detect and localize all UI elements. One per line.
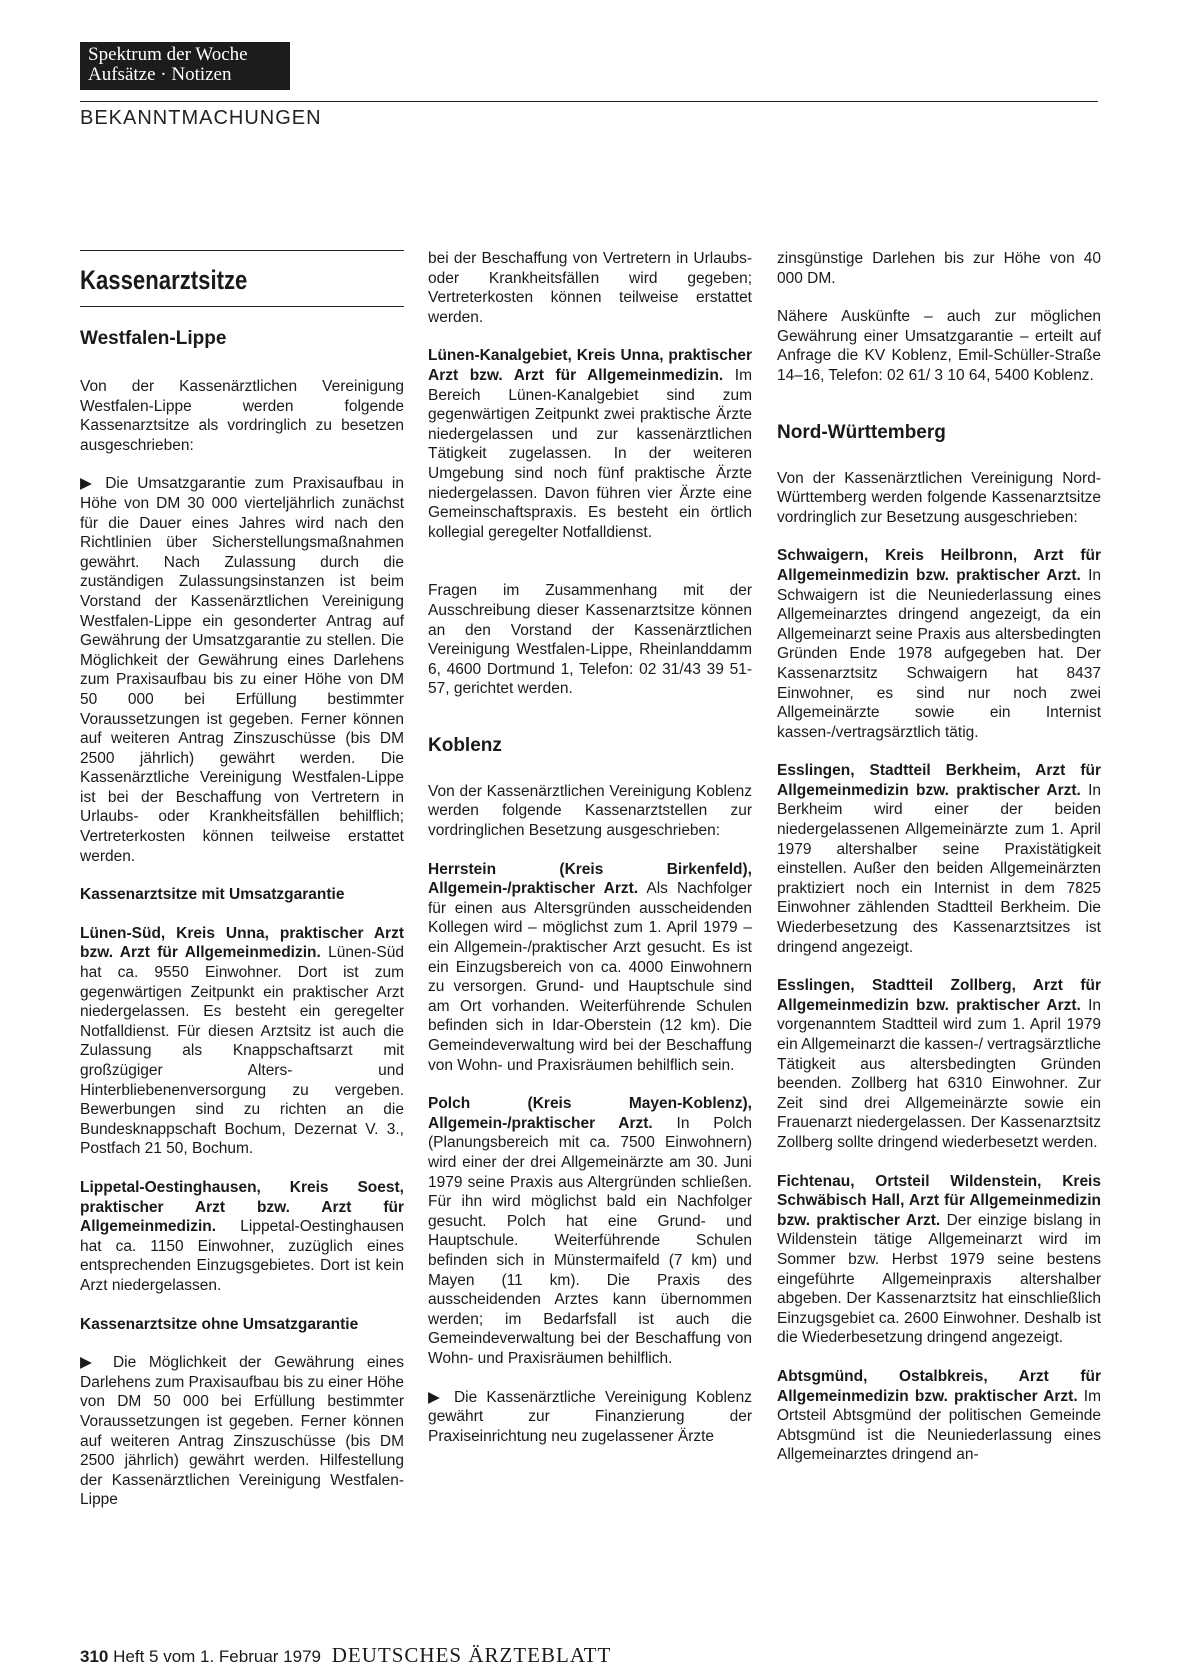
entry-body: Im Ortsteil Abtsgmünd der politischen Gemeinde Abtsgmünd ist die Neuniederlassung eines Allgemeinarztes dringend an- — [777, 1387, 1101, 1464]
entry-body: In Schwaigern ist die Neuniederlassung eines Allgemeinarztes dringend angezeigt, da ein Allgemeinarzt seine Praxis aus altersbedingten Gründen Ende 1978 aufgegeben hat. Der Kassenarztsitz Schwaigern hat 8437 Einwohner, es sind nur noch zwei Allgemeinärzte sowie ein Internist kassen-/vertragsärztlich tätig. — [777, 566, 1101, 741]
entry-heading: Polch (Kreis Mayen-Koblenz), Allgemein-/praktischer Arzt. — [428, 1095, 752, 1132]
rubric-line-1: Spektrum der Woche — [88, 44, 248, 65]
entry-heading: Herrstein (Kreis Birkenfeld), Allgemein-/praktischer Arzt. — [428, 860, 752, 898]
header-rule — [80, 101, 1098, 102]
title-rule-bottom — [80, 306, 404, 307]
ohne-paragraph: ▶ Die Möglichkeit der Gewährung eines Darlehens zum Praxisaufbau bis zu einer Höhe von DM 50 000 bei Erfüllung bestimmter Voraussetzungen ist gegeben. Ferner können auf weiteren Antrag Zinszuschüsse (bis DM 2500 jährlich) gewährt werden. Hilfestellung der Kassenärztlichen Vereinigung Westfalen-Lippe — [80, 1354, 404, 1509]
entry-heading: Esslingen, Stadtteil Zollberg, Arzt für Allgemeinmedizin bzw. praktischer Arzt. — [777, 977, 1101, 1014]
auskunft-paragraph: Nähere Auskünfte – auch zur möglichen Gewährung einer Umsatzgarantie – erteilt auf Anfrage die KV Koblenz, Emil-Schüller-Straße 14–16, Telefon: 02 61/ 3 10 64, 5400 Koblenz. — [777, 308, 1101, 384]
entry-fichtenau — [777, 1172, 1101, 1348]
section-label: BEKANNTMACHUNGEN — [80, 107, 322, 129]
column-1 — [80, 250, 404, 1510]
entry-body: Lünen-Süd hat ca. 9550 Einwohner. Dort ist zum gegenwärtigen Zeitpunkt ein praktischer Arzt niedergelassen. Es besteht ein geregelter Notfalldienst. Für diesen Arztsitz ist auch die Zulassung als Knappschaftsarzt mit großzügiger Alters- und Hinterbliebenenversorgung zu vergeben. Bewerbungen sind zu richten an die Bundesknappschaft Bochum, Dezernat V. 3., Postfach 21 50, Bochum. — [80, 944, 404, 1158]
entry-body: In vorgenanntem Stadtteil wird zum 1. April 1979 ein Allgemeinarzt die kassen-/ vertragsärztliche Tätigkeit aus altersbedingten Gründen beenden. Zollberg hat 6310 Einwohner. Zur Zeit sind drei Allgemeinärzte sowie ein Frauenarzt niedergelassen. Der Kassenarztsitz Zollberg sollte dringend wiederbesetzt werden. — [777, 996, 1101, 1151]
region-heading-koblenz: Koblenz — [428, 734, 502, 756]
column-2 — [428, 249, 752, 1446]
entry-heading: Lippetal-Oestinghausen, Kreis Soest, praktischer Arzt bzw. Arzt für Allgemeinmedizin. — [80, 1178, 404, 1236]
column-3 — [777, 249, 1101, 1465]
page-footer — [80, 1643, 611, 1668]
entry-body: Als Nachfolger für einen aus Altersgründen ausscheidenden Kollegen wird – möglichst zum 1. April 1979 – ein Allgemein-/praktischer Arzt gesucht. Es ist ein Einzugsbereich von ca. 4000 Einwohnern zu versorgen. Grund- und Hauptschule sind am Ort vorhanden. Weiterführende Schulen befinden sich in Idar-Oberstein (12 km). Die Gemeindeverwaltung wird bei der Beschaffung von Wohn- und Praxisräumen behilflich sein. — [428, 880, 753, 1074]
region-heading-nord-wuerttemberg: Nord-Württemberg — [777, 421, 946, 443]
entry-heading: Schwaigern, Kreis Heilbronn, Arzt für Allgemeinmedizin bzw. praktischer Arzt. — [777, 547, 1101, 584]
rubric-line-2: Aufsätze · Notizen — [88, 64, 232, 85]
intro-westfalen: Von der Kassenärztlichen Vereinigung Westfalen-Lippe werden folgende Kassenarztsitze als vordringlich zu besetzen ausgeschrieben: — [80, 378, 404, 454]
entry-luenen-kanal — [428, 346, 752, 542]
title-rule-top — [80, 250, 404, 251]
continuation-text: bei der Beschaffung von Vertretern in Urlaubs- oder Krankheitsfällen wird gegeben; Vertreterkosten können teilweise erstattet werden. — [428, 250, 752, 326]
region-heading-westfalen: Westfalen-Lippe — [80, 328, 227, 349]
continuation-text: zinsgünstige Darlehen bis zur Höhe von 40 000 DM. — [777, 250, 1101, 287]
entry-body: Lippetal-Oestinghausen hat ca. 1150 Einwohner, zuzüglich eines entsprechenden Einzugsgebietes. Dort ist kein Arzt niedergelassen. — [80, 1218, 404, 1294]
entry-heading: Lünen-Süd, Kreis Unna, praktischer Arzt bzw. Arzt für Allgemeinmedizin. — [80, 924, 404, 962]
entry-heading: Fichtenau, Ortsteil Wildenstein, Kreis Schwäbisch Hall, Arzt für Allgemeinmedizin bzw. praktischer Arzt. — [777, 1172, 1101, 1229]
entry-heading: Abtsgmünd, Ostalbkreis, Arzt für Allgemeinmedizin bzw. praktischer Arzt. — [777, 1367, 1101, 1405]
entry-esslingen-zollberg — [777, 976, 1101, 1152]
entry-heading: Esslingen, Stadtteil Berkheim, Arzt für Allgemeinmedizin bzw. praktischer Arzt. — [777, 762, 1101, 799]
entry-heading: Lünen-Kanalgebiet, Kreis Unna, praktischer Arzt bzw. Arzt für Allgemeinmedizin. — [428, 347, 752, 384]
issue-info: Heft 5 vom 1. Februar 1979 — [113, 1647, 321, 1666]
entry-body: In Berkheim wird einer der beiden niedergelassenen Allgemeinärzte zum 1. April 1979 altershalber seine Praxistätigkeit einstellen. Außer den beiden Allgemeinärzten praktiziert noch ein Internist in dem 7825 Einwohner zählenden Stadtteil Berkheim. Die Wiederbesetzung des Kassenarztsitzes ist dringend angezeigt. — [777, 781, 1101, 956]
intro-nord-wuerttemberg: Von der Kassenärztlichen Vereinigung Nord-Württemberg werden folgende Kassenarztsitze vordringlich zur Besetzung ausgeschrieben: — [777, 469, 1101, 526]
entry-body: In Polch (Planungsbereich mit ca. 7500 Einwohnern) wird einer der drei Allgemeinärzte am 30. Juni 1979 seine Praxis aus Altergründen schließen. Für ihn wird möglichst bald ein Nachfolger gesucht. Polch hat eine Grund- und Hauptschule. Weiterführende Schulen befinden sich in Münstermaifeld (7 km) und Mayen (11 km). Die Praxis des ausscheidenden Arztes kann übernommen werden; im Bedarfsfall ist auch die Gemeindeverwaltung bei der Beschaffung von Wohn- und Praxisräumen behilflich. — [428, 1114, 752, 1367]
subheading-ohne-umsatzgarantie: Kassenarztsitze ohne Umsatzgarantie — [80, 1315, 359, 1333]
fragen-paragraph: Fragen im Zusammenhang mit der Ausschreibung dieser Kassenarztsitze können an den Vorstand der Kassenärztlichen Vereinigung Westfalen-Lippe, Rheinlanddamm 6, 4600 Dortmund 1, Telefon: 02 31/43 39 51-57, gerichtet werden. — [428, 582, 752, 698]
entry-polch — [428, 1094, 752, 1368]
rubric-box — [80, 42, 290, 90]
entry-body: Im Bereich Lünen-Kanalgebiet sind zum gegenwärtigen Zeitpunkt zwei praktische Ärzte niedergelassen und zur kassenärztlichen Tätigkeit zugelassen. In der weiteren Umgebung sind noch fünf praktische Ärzte niedergelassen. Davon führen vier Ärzte eine Gemeinschaftspraxis. Es besteht ein örtlich kollegial geregelter Notfalldienst. — [428, 366, 752, 541]
journal-name: DEUTSCHES ÄRZTEBLATT — [331, 1643, 612, 1667]
garantie-paragraph: ▶ Die Umsatzgarantie zum Praxisaufbau in Höhe von DM 30 000 vierteljährlich zunächst für die Dauer eines Jahres wird nach den Richtlinien über Sicherstellungsmaßnahmen gewährt. Nach Zulassung durch die zuständigen Zulassungsinstanzen ist beim Vorstand der Kassenärztlichen Vereinigung Westfalen-Lippe ein gesonderter Antrag auf Gewährung der Umsatzgarantie zu stellen. Die Möglichkeit der Gewährung eines Darlehens zum Praxisaufbau bis zu einer Höhe von DM 50 000 bei Erfüllung bestimmter Voraussetzungen ist gegeben. Ferner können auf weiteren Antrag Zinszuschüsse (bis DM 2500 jährlich) gewährt werden. Die Kassenärztliche Vereinigung Westfalen-Lippe ist bei der Beschaffung von Vertretern in Urlaubs- oder Krankheitsfällen behilflich; Vertreterkosten können teilweise erstattet werden. — [80, 475, 404, 865]
entry-esslingen-berkheim — [777, 761, 1101, 957]
entry-lippetal — [80, 1178, 404, 1296]
koblenz-darlehen-paragraph: ▶ Die Kassenärztliche Vereinigung Koblenz gewährt zur Finanzierung der Praxiseinrichtung neu zugelassener Ärzte — [428, 1388, 752, 1445]
entry-luenen-sued — [80, 924, 404, 1159]
article-title: Kassenarztsitze — [80, 265, 248, 295]
page-number: 310 — [80, 1647, 109, 1666]
entry-herrstein — [428, 860, 752, 1076]
entry-schwaigern — [777, 546, 1101, 742]
subheading-mit-umsatzgarantie: Kassenarztsitze mit Umsatzgarantie — [80, 886, 345, 904]
entry-abtsgmuend — [777, 1367, 1101, 1465]
intro-koblenz: Von der Kassenärztlichen Vereinigung Koblenz werden folgende Kassenarztstellen zur vordringlichen Besetzung ausgeschrieben: — [428, 782, 752, 840]
entry-body: Der einzige bislang in Wildenstein tätige Allgemeinarzt wird im Sommer bzw. Herbst 1979 seine bestens eingeführte Allgemeinpraxis altershalber abgeben. Der Kassenarztsitz hat einschließlich Einzugsgebiet ca. 2600 Einwohner. Deshalb ist die Wiederbesetzung dringend angezeigt. — [777, 1211, 1102, 1347]
